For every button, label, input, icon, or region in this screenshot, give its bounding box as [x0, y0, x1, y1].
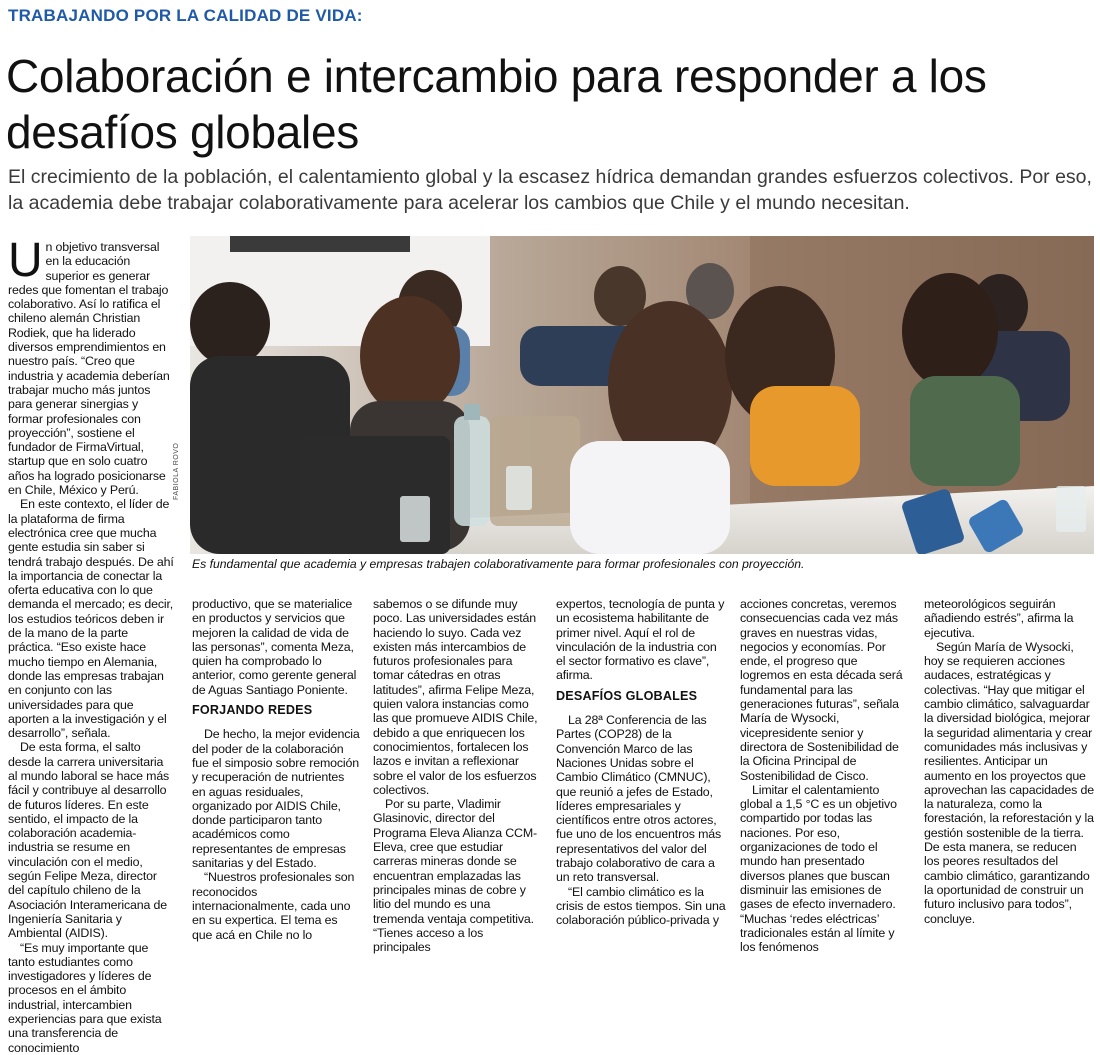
article-column-1 — [8, 234, 175, 1055]
conference-photo-illustration — [190, 236, 1094, 554]
paragraph: productivo, que se materialice en productos y servicios que mejoren la calidad de vida de las personas”, comenta Meza, quien ha comprobado lo anterior, como gerente general de Aguas Santiago Poniente. — [192, 597, 357, 697]
paragraph: Según María de Wysocki, hoy se requieren acciones audaces, estratégicas y colectivas. “Hay que mitigar el cambio climático, salvaguardar la diversidad biológica, mejorar la seguridad alimentaria y crear comunidades más inclusivas y resilientes. Anticipar un aumento en los proyectos que aprovechan las capacidades de la naturaleza, como la forestación, la reforestación y la gestión sostenible de la tierra. De esta manera, se reducen los peores resultados del cambio climático, garantizando la oportunidad de construir un futuro inclusivo para todos”, concluye. — [924, 639, 1094, 926]
article-column-4 — [556, 597, 726, 928]
section-heading: DESAFÍOS GLOBALES — [556, 688, 698, 703]
drop-cap: U — [8, 234, 43, 287]
paragraph: De hecho, la mejor evidencia del poder de la colaboración fue el simposio sobre remoción y recuperación de nutrientes en aguas residuales, organizado por AIDIS Chile, donde participaron tanto académicos como representantes de empresas sanitarias y del Estado. — [192, 727, 360, 871]
paragraph: acciones concretas, veremos consecuencias cada vez más graves en nuestras vidas, negocios y economías. Por ende, el progreso que logremos en esta década será fundamental para las generaciones futuras”, señala María de Wysocki, vicepresidente senior y directora de Sostenibilidad de la Oficina Principal de Sostenibilidad de Cisco. — [740, 597, 903, 783]
paragraph: “El cambio climático es la crisis de estos tiempos. Sin una colaboración público-privada y — [556, 884, 726, 928]
paragraph: En este contexto, el líder de la plataforma de firma electrónica cree que mucha gente estudia sin saber si tendrá trabajo después. De ahí la importancia de conectar la oferta educativa con lo que demanda el mercado; es decir, los estudios teóricos deben ir de la mano de la parte práctica. “Eso existe hace mucho tiempo en Alemania, donde las empresas trabajan en conjunto con las universidades para que aporten a la investigación y el desarrollo”, señala. — [8, 497, 174, 741]
paragraph: “Es muy importante que tanto estudiantes como investigadores y líderes de procesos en el ámbito industrial, intercambien experiencias para que exista una transferencia de conocimiento — [8, 940, 162, 1055]
paragraph: sabemos o se difunde muy poco. Las universidades están haciendo lo suyo. Cada vez existen más intercambios de futuros profesionales para tomar cátedras en otras latitudes”, afirma Felipe Meza, quien valora instancias como las que promueve AIDIS Chile, debido a que enriquecen los conocimientos, fortalecen los lazos e invitan a reflexionar sobre el valor de los esfuerzos colectivos. — [373, 597, 538, 797]
article-column-2 — [192, 597, 360, 942]
paragraph — [8, 234, 175, 498]
paragraph: Limitar el calentamiento global a 1,5 °C es un objetivo compartido por todas las naciones. Por eso, organizaciones de todo el mundo han presentado diversos planes que buscan disminuir las emisiones de gases de efecto invernadero. “Muchas ‘redes eléctricas’ tradicionales están al límite y los fenómenos — [740, 782, 897, 955]
paragraph: La 28ª Conferencia de las Partes (COP28) de la Convención Marco de las Naciones Unidas sobre el Cambio Climático (CMNUC), que reunió a jefes de Estado, líderes empresariales y científicos entre otros actores, fue uno de los encuentros más representativos del valor del trabajo colaborativo de cara a un reto transversal. — [556, 713, 722, 885]
paragraph: expertos, tecnología de punta y un ecosistema habilitante de primer nivel. Aquí el rol de vinculación de la industria con el sector formativo es clave”, afirma. — [556, 597, 725, 683]
paragraph-text: n objetivo transversal en la educación superior es generar redes que fomentan el trabajo colaborativo. Así lo ratifica el chileno alemán Christian Rodiek, que ha liderado diversos emprendimientos en nuestro país. “Creo que industria y academia deberían trabajar mucho más juntos para generar sinergias y formar profesionales con proyección”, sostiene el fundador de FirmaVirtual, startup que en solo cuatro años ha logrado posicionarse en Chile, México y Perú. — [8, 240, 170, 498]
article-column-6 — [924, 597, 1094, 926]
paragraph: “Nuestros profesionales son reconocidos internacionalmente, cada uno en su expertica. El tema es que acá en Chile no lo — [192, 870, 355, 942]
section-label: TRABAJANDO POR LA CALIDAD DE VIDA: — [8, 6, 363, 25]
headline: Colaboración e intercambio para responder a los desafíos globales — [6, 50, 987, 158]
article-column-3 — [373, 597, 541, 954]
paragraph: meteorológicos seguirán añadiendo estrés”, afirma la ejecutiva. — [924, 597, 1074, 640]
photo-caption: Es fundamental que academia y empresas trabajen colaborativamente para formar profesionales con proyección. — [192, 557, 805, 571]
section-heading: FORJANDO REDES — [192, 703, 313, 718]
paragraph: Por su parte, Vladimir Glasinovic, director del Programa Eleva Alianza CCM-Eleva, cree que estudiar carreras mineras donde se encuentran emplazadas las principales minas de cobre y litio del mundo es una tremenda ventaja competitiva. “Tienes acceso a los principales — [373, 797, 537, 955]
article-column-5 — [740, 597, 908, 954]
dek: El crecimiento de la población, el calentamiento global y la escasez hídrica demandan grandes esfuerzos colectivos. Por eso, la academia debe trabajar colaborativamente para acelerar los cambios que Chile y el mundo necesitan. — [8, 166, 1092, 214]
article-photo — [190, 236, 1094, 554]
paragraph: De esta forma, el salto desde la carrera universitaria al mundo laboral se hace más fácil y contribuye al desarrollo de futuros líderes. En este sentido, el impacto de la colaboración academia-industria se resume en vinculación con el medio, según Felipe Meza, director del capítulo chileno de la Asociación Interamericana de Ingeniería Sanitaria y Ambiental (AIDIS). — [8, 740, 170, 941]
photo-credit: FABIOLA ROVO — [173, 442, 180, 500]
